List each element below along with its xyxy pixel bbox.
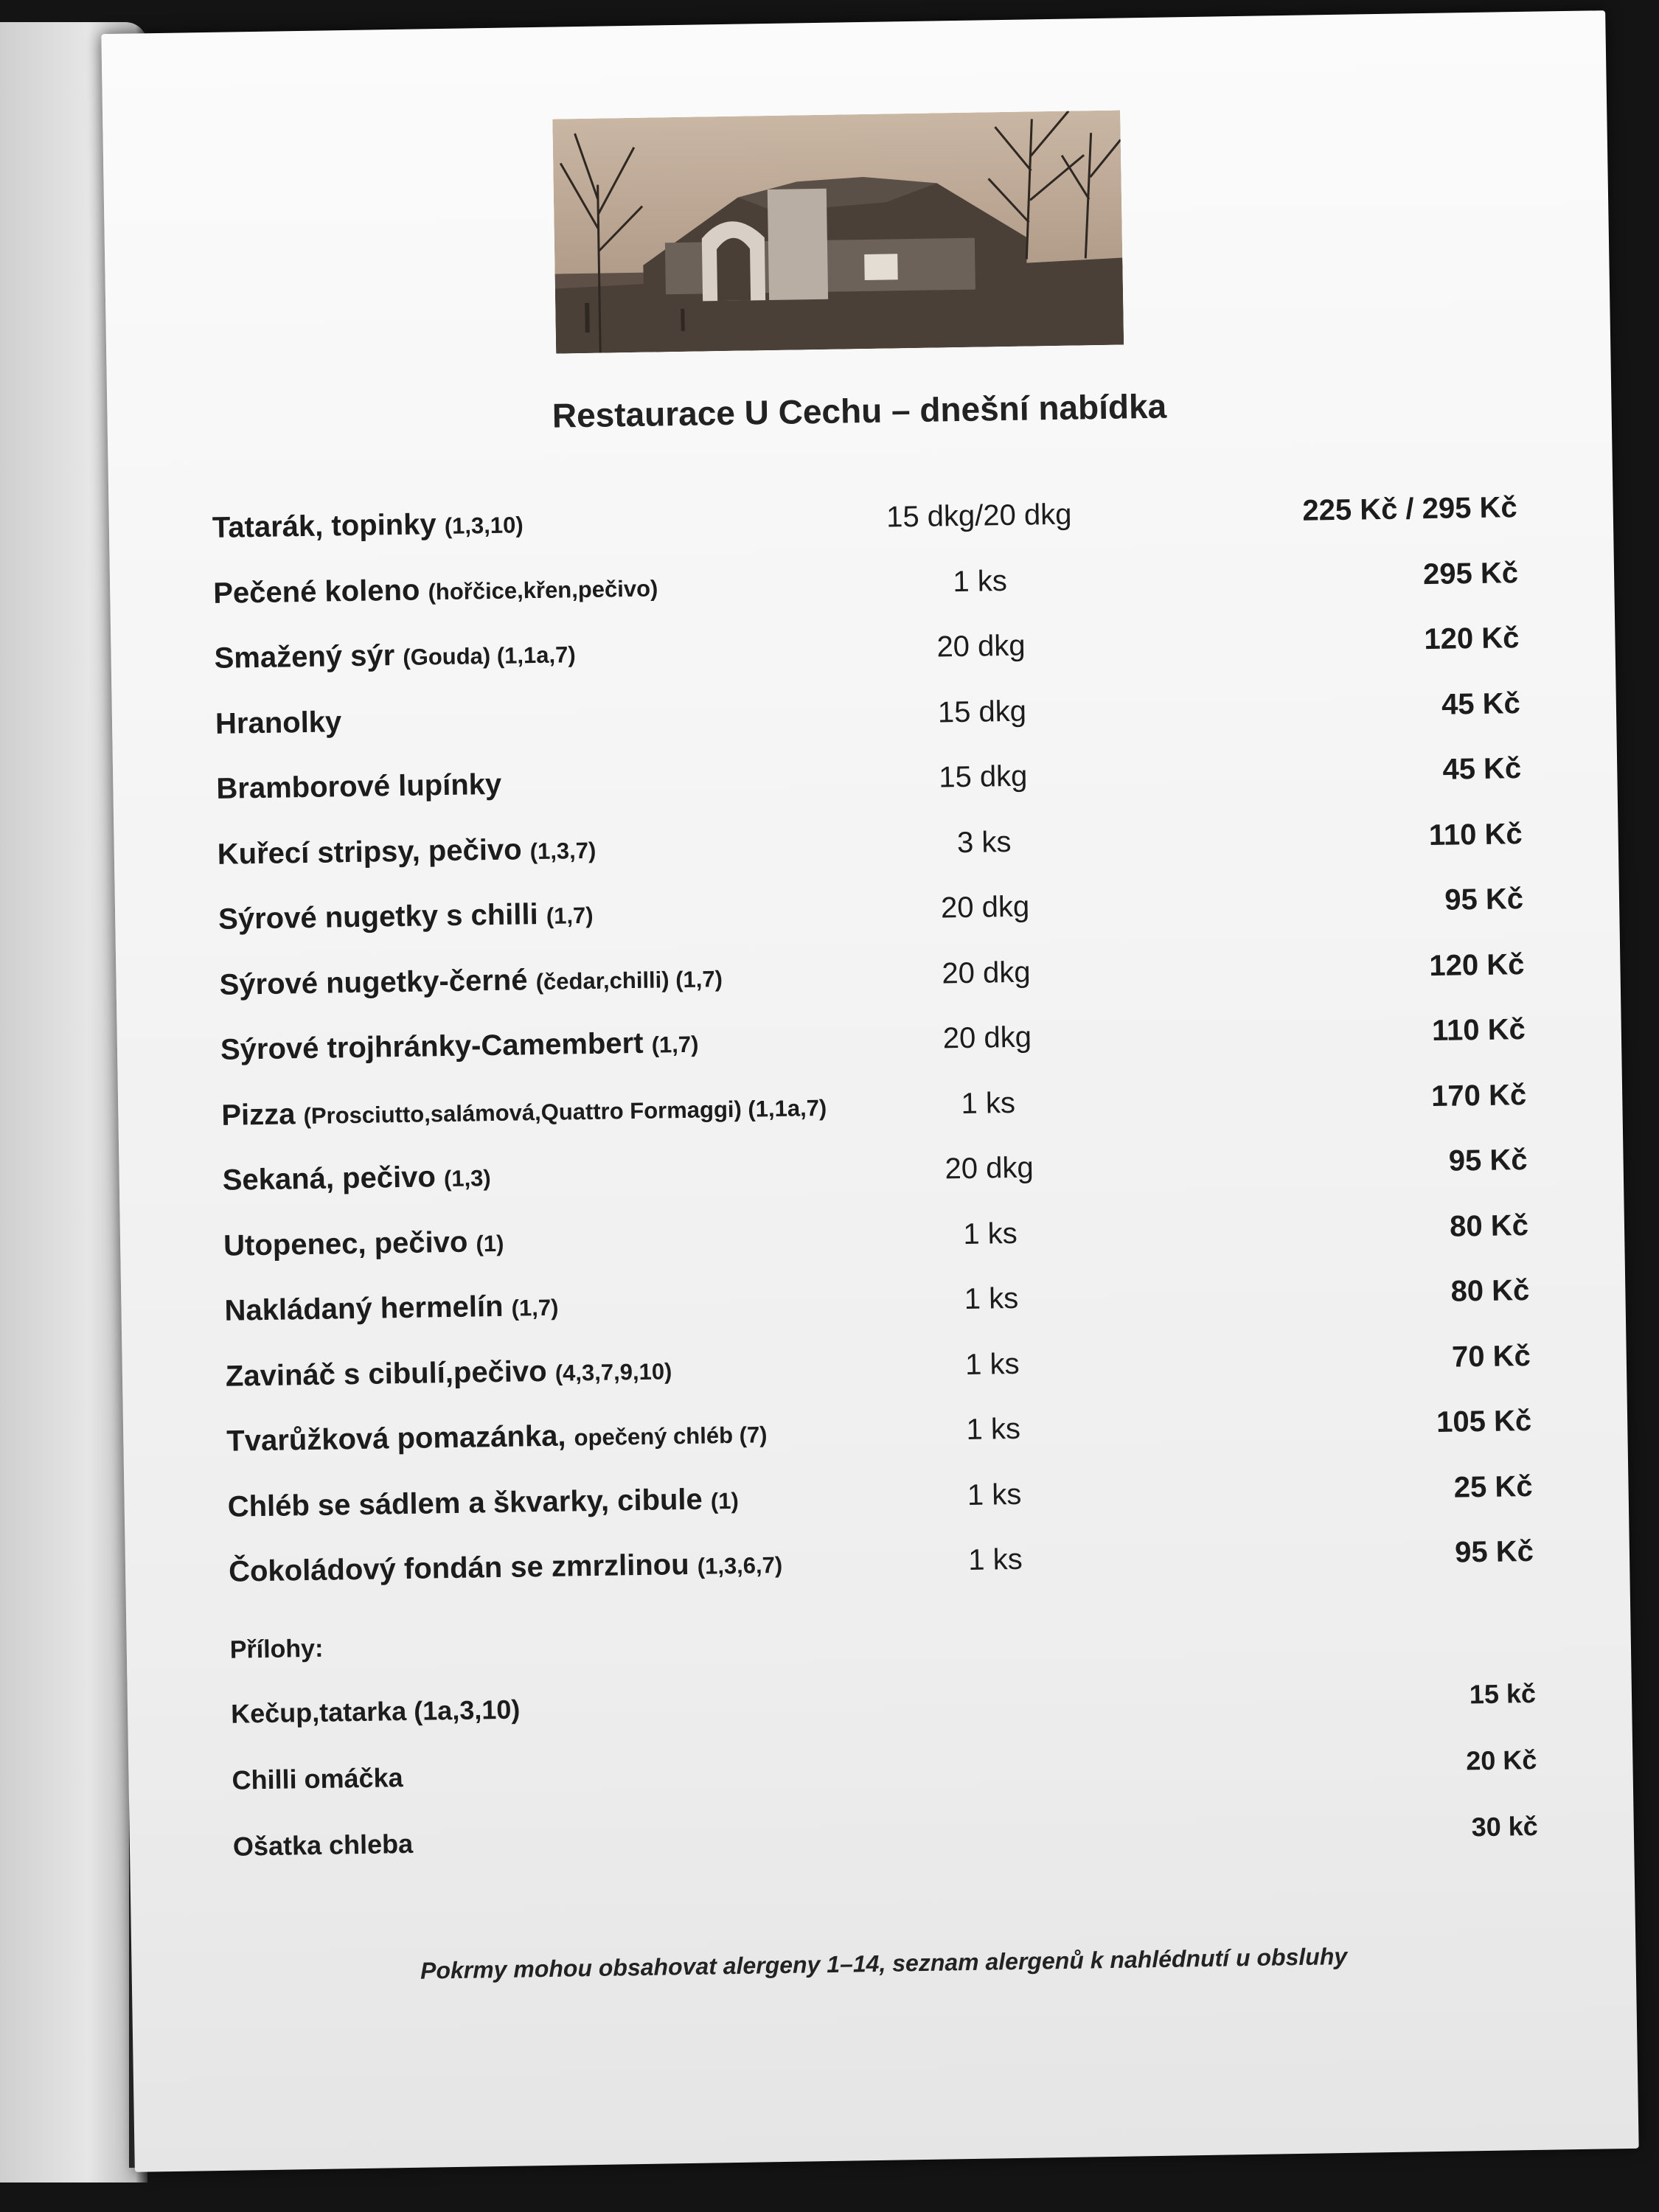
menu-item-price: 120 Kč [1424, 622, 1520, 656]
allergen-note: Pokrmy mohou obsahovat alergeny 1–14, seznam alergenů k nahlédnutí u obsluhy [420, 1942, 1348, 1984]
menu-item-quantity: 1 ks [963, 1217, 1018, 1251]
menu-item-note: (4,3,7,9,10) [554, 1357, 672, 1386]
side-item-name: Kečup,tatarka (1a,3,10) [230, 1694, 521, 1729]
menu-item-name: Zavináč s cibulí,pečivo (4,3,7,9,10) [225, 1354, 672, 1393]
menu-item-note: (1) [476, 1230, 504, 1256]
menu-item-note: (1,3,6,7) [697, 1551, 783, 1579]
menu-item-note: (1) [710, 1487, 740, 1514]
menu-item-name: Sýrové trojhránky-Camembert (1,7) [220, 1026, 699, 1066]
menu-item-row [112, 686, 1617, 754]
menu-item-price: 110 Kč [1428, 817, 1523, 852]
menu-item-price: 95 Kč [1444, 883, 1524, 917]
menu-item-name: Čokoládový fondán se zmrzlinou (1,3,6,7) [228, 1548, 783, 1588]
menu-item-price: 225 Kč / 295 Kč [1302, 491, 1518, 527]
menu-item-quantity: 20 dkg [942, 1020, 1032, 1055]
menu-item-note: (1,7) [511, 1294, 559, 1321]
menu-title: Restaurace U Cechu – dnešní nabídka [552, 386, 1167, 435]
menu-item-name: Pizza (Prosciutto,salámová,Quattro Formaggi) (1,1a,7) [221, 1094, 827, 1132]
menu-item-row [110, 555, 1615, 623]
side-item-name: Chilli omáčka [232, 1762, 403, 1795]
side-item-name: Ošatka chleba [232, 1828, 414, 1862]
menu-item-row [125, 1534, 1630, 1601]
menu-item-quantity: 15 dkg [937, 695, 1027, 728]
menu-item-note: (Prosciutto,salámová,Quattro Formaggi) (1,1a,7) [303, 1094, 827, 1129]
restaurant-photo [552, 111, 1124, 354]
side-item-row [130, 1809, 1635, 1870]
menu-item-row [117, 1012, 1622, 1079]
menu-item-quantity: 20 dkg [942, 956, 1031, 990]
menu-item-price: 80 Kč [1449, 1208, 1529, 1243]
menu-item-name: Smažený sýr (Gouda) (1,1a,7) [214, 639, 576, 675]
menu-item-price: 95 Kč [1448, 1144, 1528, 1178]
menu-item-quantity: 1 ks [967, 1543, 1023, 1576]
menu-item-quantity: 1 ks [964, 1347, 1020, 1381]
menu-item-note: (1,3,7) [529, 837, 597, 864]
menu-item-name: Hranolky [215, 705, 342, 740]
menu-item-row [116, 947, 1621, 1015]
menu-item-quantity: 20 dkg [936, 629, 1026, 664]
menu-item-name: Sýrové nugetky-černé (čedar,chilli) (1,7) [219, 963, 723, 1001]
menu-item-quantity: 1 ks [964, 1281, 1019, 1316]
menu-item-row [118, 1077, 1623, 1144]
menu-item-row [115, 881, 1620, 949]
menu-item-note: (hořčice,křen,pečivo) [428, 574, 658, 605]
menu-item-note: (čedar,chilli) (1,7) [535, 965, 723, 995]
menu-item-name: Chléb se sádlem a škvarky, cibule (1) [227, 1483, 740, 1523]
menu-item-note: (1,3) [443, 1165, 491, 1192]
menu-item-quantity: 20 dkg [945, 1151, 1034, 1186]
menu-item-price: 110 Kč [1431, 1013, 1526, 1048]
menu-item-row [123, 1403, 1628, 1471]
menu-item-name: Kuřecí stripsy, pečivo (1,3,7) [217, 832, 597, 871]
menu-item-price: 70 Kč [1451, 1339, 1531, 1374]
menu-item-quantity: 15 dkg [938, 759, 1028, 794]
menu-item-row [120, 1207, 1625, 1275]
menu-item-quantity: 1 ks [967, 1478, 1022, 1512]
menu-item-row [119, 1142, 1624, 1210]
menu-item-note: (1,7) [651, 1031, 699, 1058]
menu-item-name: Sekaná, pečivo (1,3) [222, 1161, 491, 1197]
menu-item-row [122, 1338, 1627, 1405]
side-item-row [128, 1743, 1633, 1804]
menu-item-name: Nakládaný hermelín (1,7) [224, 1290, 559, 1327]
menu-item-price: 45 Kč [1441, 686, 1521, 721]
menu-item-price: 120 Kč [1429, 947, 1525, 982]
menu-item-name: Bramborové lupínky [216, 768, 502, 805]
side-item-row [128, 1677, 1632, 1737]
menu-item-price: 95 Kč [1454, 1534, 1534, 1569]
menu-item-row [121, 1273, 1626, 1340]
menu-item-row [111, 620, 1615, 688]
menu-item-price: 295 Kč [1422, 556, 1519, 591]
menu-item-price: 25 Kč [1453, 1470, 1533, 1504]
menu-item-quantity: 20 dkg [940, 890, 1030, 925]
menu-item-name: Tatarák, topinky (1,3,10) [212, 508, 524, 544]
menu-item-name: Pečené koleno (hořčice,křen,pečivo) [212, 574, 658, 610]
menu-item-note: opečený chléb (7) [574, 1422, 768, 1451]
menu-item-quantity: 1 ks [966, 1412, 1021, 1447]
menu-item-quantity: 3 ks [956, 825, 1012, 859]
menu-item-row [109, 490, 1614, 557]
menu-item-name: Utopenec, pečivo (1) [223, 1225, 504, 1262]
side-item-price: 30 kč [1471, 1810, 1539, 1843]
menu-item-row [124, 1468, 1629, 1536]
menu-item-row [113, 751, 1618, 818]
menu-item-row [114, 816, 1619, 884]
menu-item-price: 170 Kč [1430, 1078, 1527, 1113]
menu-item-note: (Gouda) (1,1a,7) [403, 641, 576, 670]
menu-item-quantity: 15 dkg/20 dkg [886, 498, 1072, 534]
menu-item-note: (1,7) [546, 902, 594, 929]
menu-page [101, 10, 1638, 2172]
menu-item-price: 45 Kč [1442, 752, 1522, 786]
menu-item-quantity: 1 ks [961, 1086, 1016, 1120]
menu-item-name: Tvarůžková pomazánka, opečený chléb (7) [226, 1419, 768, 1458]
sides-heading: Přílohy: [229, 1634, 324, 1664]
menu-item-name: Sýrové nugetky s chilli (1,7) [218, 898, 594, 936]
menu-item-price: 105 Kč [1436, 1404, 1532, 1439]
menu-item-quantity: 1 ks [953, 564, 1008, 598]
menu-item-note: (1,3,10) [444, 512, 524, 539]
restaurant-building-illustration [552, 111, 1124, 354]
side-item-price: 15 kč [1469, 1677, 1537, 1710]
menu-item-price: 80 Kč [1450, 1273, 1530, 1308]
side-item-price: 20 Kč [1465, 1744, 1537, 1776]
